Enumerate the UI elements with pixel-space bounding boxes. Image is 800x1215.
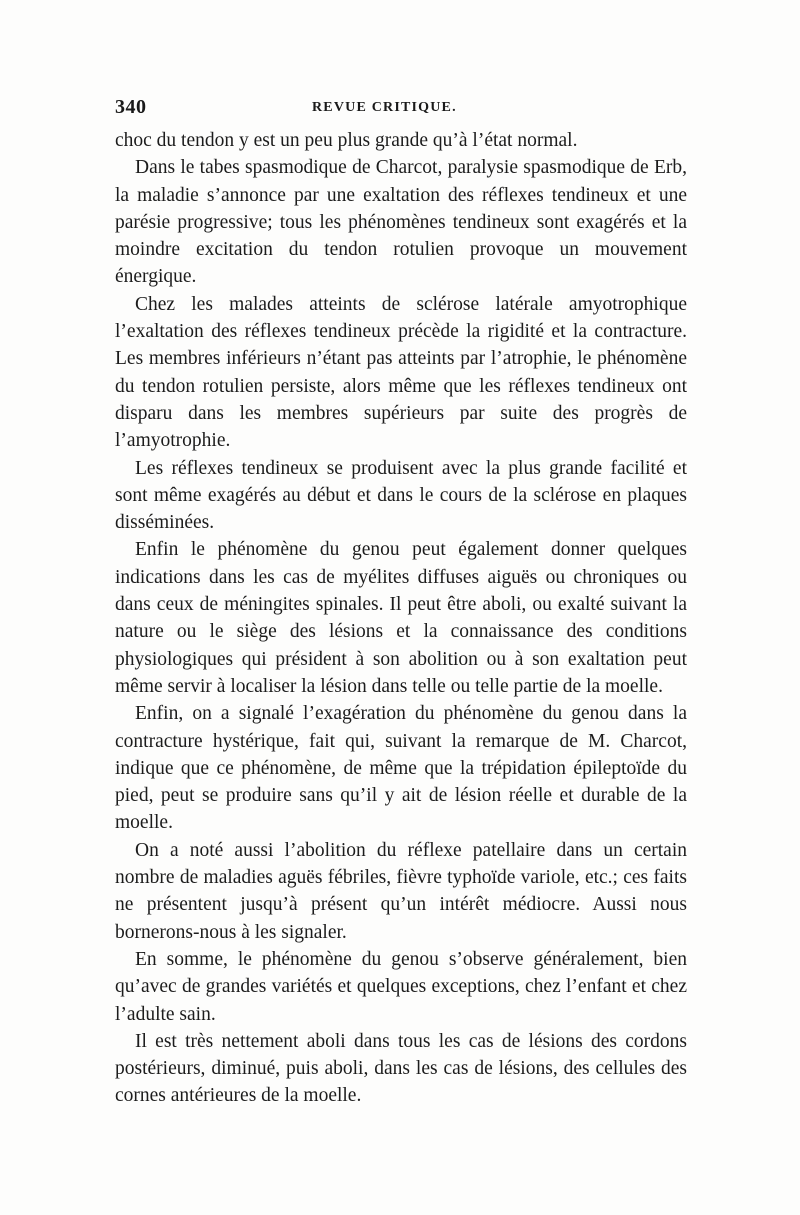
paragraph-4: Les réflexes tendineux se produisent avec la plus grande facilité et sont même exagérés au début et dans le cours de la sclérose en plaques disséminées. <box>115 457 687 534</box>
paragraph-9: Il est très nettement aboli dans tous les cas de lésions des cordons postérieurs, diminué, puis aboli, dans les cas de lésions, des cellules des cornes antérieures de la moelle. <box>115 1030 687 1107</box>
paragraph-2: Dans le tabes spasmodique de Charcot, paralysie spasmodique de Erb, la maladie s’annonce par une exaltation des réflexes tendineux et une parésie progressive; tous les phénomènes tendineux sont exagérés et la moindre excitation du tendon rotulien provoque un mouvement énergique. <box>115 157 687 288</box>
page-header <box>115 96 685 124</box>
paragraph-1: choc du tendon y est un peu plus grande qu’à l’état normal. <box>115 130 578 151</box>
paragraph-8: En somme, le phénomène du genou s’observe généralement, bien qu’avec de grandes variétés et quelques exceptions, chez l’enfant et chez l’adulte sain. <box>115 948 687 1025</box>
paragraph-5: Enfin le phénomène du genou peut également donner quelques indications dans les cas de myélites diffuses aiguës ou chroniques ou dans ceux de méningites spinales. Il peut être aboli, ou exalté suivant la nature ou le siège des lésions et la connaissance des conditions physiologiques qui président à son abolition ou à son exaltation peut même servir à localiser la lésion dans telle ou telle partie de la moelle. <box>115 539 687 697</box>
page-number: 340 <box>115 96 147 118</box>
paragraph-6: Enfin, on a signalé l’exagération du phénomène du genou dans la contracture hystérique, fait qui, suivant la remarque de M. Charcot, indique que ce phénomène, de même que la trépidation épileptoïde du pied, peut se produire sans qu’il y ait de lésion réelle et durable de la moelle. <box>115 703 687 834</box>
running-title: REVUE CRITIQUE. <box>312 100 457 115</box>
paragraph-7: On a noté aussi l’abolition du réflexe patellaire dans un certain nombre de maladies aguës fébriles, fièvre typhoïde variole, etc.; ces faits ne présentent jusqu’à présent qu’un intérêt médiocre. Aussi nous bornerons-nous à les signaler. <box>115 839 687 943</box>
paragraph-3: Chez les malades atteints de sclérose latérale amyotrophique l’exaltation des réflexes tendineux précède la rigidité et la contracture. Les membres inférieurs n’étant pas atteints par l’atrophie, le phénomène du tendon rotulien persiste, alors même que les réflexes tendineux ont disparu dans les membres supérieurs par suite des progrès de l’amyotrophie. <box>115 293 687 452</box>
body-text <box>115 127 687 1110</box>
